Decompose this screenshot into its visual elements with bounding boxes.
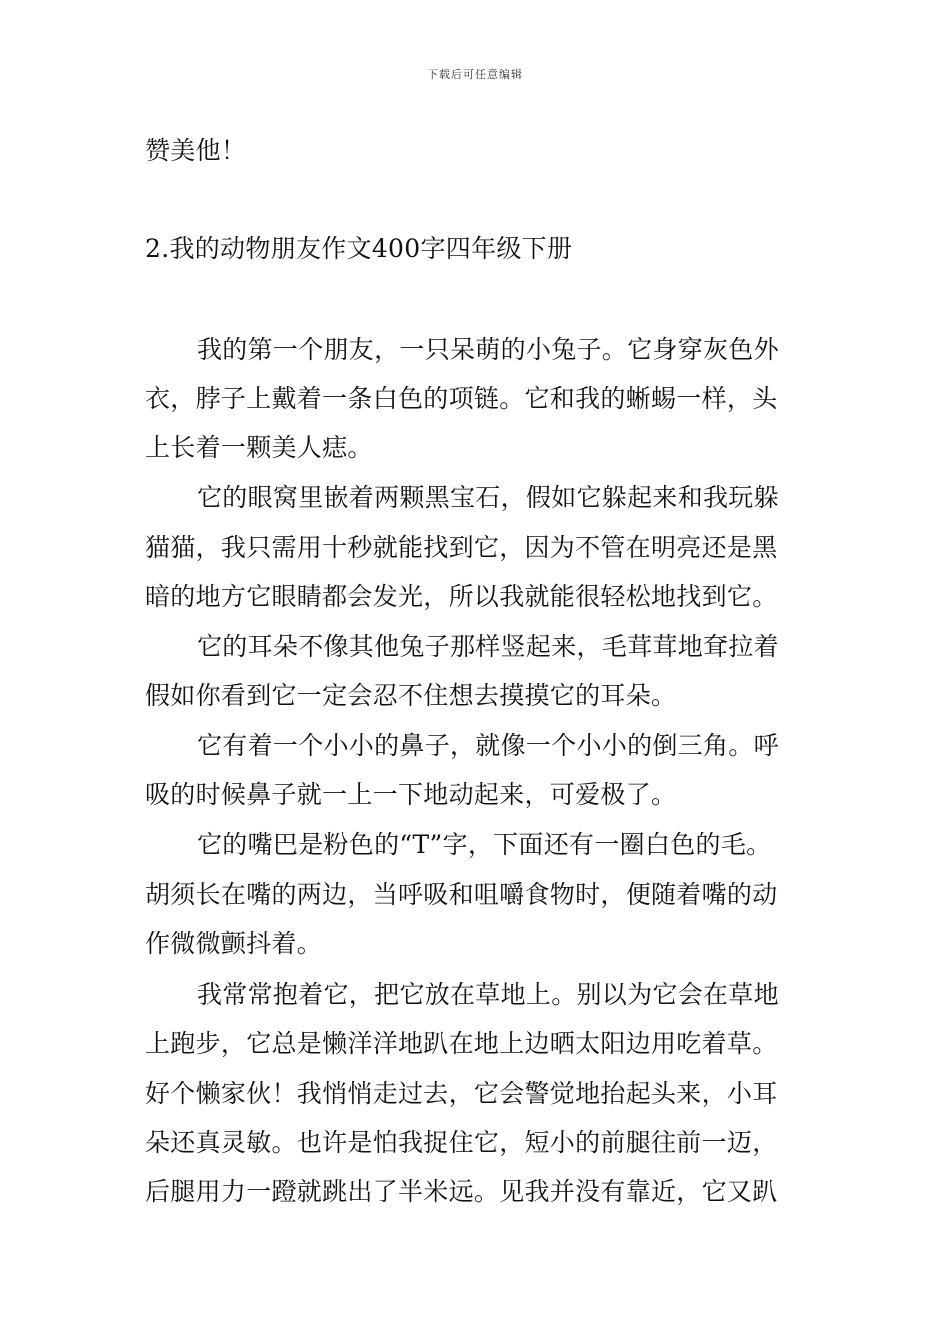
text-line: 暗的地方它眼睛都会发光，所以我就能很轻松地找到它。 [145, 582, 778, 611]
section-heading: 2.我的动物朋友作文400字四年级下册 [145, 234, 573, 263]
text-line: 朵还真灵敏。也许是怕我捉住它，短小的前腿往前一迈， [145, 1128, 778, 1157]
text-line: 假如你看到它一定会忍不住想去摸摸它的耳朵。 [145, 681, 677, 710]
text-line: 好个懒家伙！我悄悄走过去，它会警觉地抬起头来，小耳 [145, 1079, 778, 1108]
text-line: 后腿用力一蹬就跳出了半米远。见我并没有靠近，它又趴 [145, 1177, 778, 1206]
header-note: 下载后可任意编辑 [427, 68, 523, 81]
text-line: 它的耳朵不像其他兔子那样竖起来，毛茸茸地耷拉着 [197, 632, 779, 661]
text-line: 作微微颤抖着。 [145, 929, 323, 958]
text-line: 猫猫，我只需用十秒就能找到它，因为不管在明亮还是黑 [145, 533, 778, 562]
text-line: 上跑步，它总是懒洋洋地趴在地上边晒太阳边用吃着草。 [145, 1029, 778, 1058]
text-line: 我的第一个朋友，一只呆萌的小兔子。它身穿灰色外 [197, 335, 779, 364]
text-line: 它的嘴巴是粉色的“T”字，下面还有一圈白色的毛。 [197, 830, 772, 859]
text-line: 它有着一个小小的鼻子，就像一个小小的倒三角。呼 [197, 731, 779, 760]
text-line: 上长着一颗美人痣。 [145, 433, 373, 462]
text-line: 我常常抱着它，把它放在草地上。别以为它会在草地 [197, 980, 779, 1009]
text-line: 赞美他！ [145, 136, 247, 165]
text-line: 胡须长在嘴的两边，当呼吸和咀嚼食物时，便随着嘴的动 [145, 880, 778, 909]
text-line: 它的眼窝里嵌着两颗黑宝石，假如它躲起来和我玩躲 [197, 483, 779, 512]
text-line: 吸的时候鼻子就一上一下地动起来，可爱极了。 [145, 780, 677, 809]
text-line: 衣，脖子上戴着一条白色的项链。它和我的蜥蜴一样，头 [145, 384, 778, 413]
